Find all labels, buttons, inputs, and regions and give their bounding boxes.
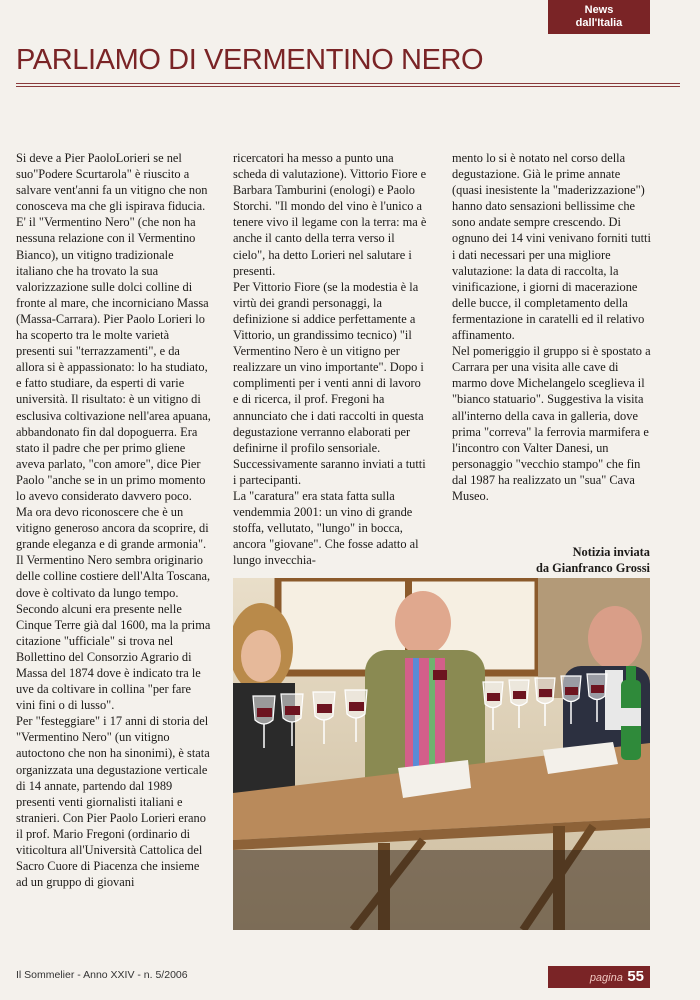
footer-page-label: pagina — [589, 972, 623, 984]
paragraph: Nel pomeriggio il gruppo si è spostato a Carrara per una visita alle cave di marmo dove Michelangelo sceglieva il "bianco statuario". Suggestiva la visita all'interno della cava in galleria, dove prima "correva" la ferrovia marmifera e l'incontro con Valter Danesi, un personaggio "vecchio stampo" che fin dal 1987 ha realizzato un "sua" Cava Museo. — [452, 344, 651, 503]
section-badge-line1: News — [584, 4, 614, 16]
paragraph: Per "festeggiare" i 17 anni di storia del "Vermentino Nero" (un vitigno autoctono che non ha sinonimi), è stata organizzata una degustazione verticale di 14 annate, partendo dal 1989 presenti venti giornalisti italiani e stranieri. Con Pier Paolo Lorieri erano il prof. Mario Fregoni (ordinario di viticoltura all'Università Cattolica del Sacro Cuore di Piacenza che insieme ad un gruppo di giovani — [16, 714, 210, 890]
footer-page — [548, 966, 650, 988]
tasting-photo — [233, 578, 650, 930]
article-column-1 — [16, 150, 211, 890]
paragraph: Si deve a Pier PaoloLorieri se nel suo"Podere Scurtarola" è riuscito a salvare vent'anni fa un vitigno che non conosceva ma che gli ispirava fiducia. E' il "Vermentino Nero" (che non ha nessuna relazione con il Vermentino Bianco), un vitigno tradizionale italiano che ha trovato la sua valorizzazione sulle dolci colline di fronte al mare, che incorniciano Massa (Massa-Carrara). Pier Paolo Lorieri lo ha scoperto tra le molte varietà presenti sui "terrazzamenti", e da allora si è appassionato: lo ha studiato, e fatto studiare, da esperti di varie università. Il risultato: è un vitigno di esclusiva coltivazione nell'area apuana, abbandonato fin dal dopoguerra. Era stato il padre che per primo gliene aveva parlato, "con amore", dice Pier Paolo "anche se in un primo momento lo avevo considerato davvero poco. Ma ora devo riconoscere che è un vitigno generoso ancora da scoprire, di grande eleganza e di grande armonia". — [16, 151, 211, 552]
section-badge-line2: dall'Italia — [575, 17, 623, 29]
footer-publication: Il Sommelier - Anno XXIV - n. 5/2006 — [16, 969, 188, 981]
paragraph: mento lo si è notato nel corso della degustazione. Già le prime annate (quasi inesistente la "maderizzazione") hanno dato sensazioni bellissime che sono andate sempre crescendo. Di ognuno dei 14 vini venivano forniti tutti i dati necessari per una migliore valutazione: la data di raccolta, la vinificazione, i giorni di macerazione delle bucce, il completamento della fermentazione in caratelli ed il relativo affinamento. — [452, 151, 651, 343]
paragraph: Il Vermentino Nero sembra originario delle colline costiere dell'Alta Toscana, dove è coltivato da lungo tempo. Secondo alcuni era presente nelle Cinque Terre già dal 1600, ma la prima citazione "ufficiale" si trova nel Bollettino del Consorzio Agrario di Massa del 1874 dove è indicato tra le uve da coltivare in collina "per fare vini fini o di lusso". — [16, 553, 211, 713]
paragraph: Per Vittorio Fiore (se la modestia è la virtù dei grandi personaggi, la definizione si addice perfettamente a Vittorio, un grandissimo tecnico) "il Vermentino Nero è un vitigno per realizzare un vino importante". Dopo i complimenti per i venti anni di lavoro e di ricerca, il prof. Fregoni ha annunciato che i dati raccolti in questa degustazione verranno elaborati per definirne il profilo sensoriale. Successivamente saranno inviati a tutti i partecipanti. — [233, 279, 426, 487]
footer-page-number: 55 — [627, 968, 644, 985]
article-column-3 — [452, 150, 652, 504]
signature-author: da Gianfranco Grossi — [535, 561, 650, 575]
paragraph: La "caratura" era stata fatta sulla vendemmia 2001: un vino di grande stoffa, vellutato, "lungo" in bocca, ancora "giovane". Che fosse adatto al lungo invecchia- — [233, 488, 419, 568]
article-signature — [460, 544, 650, 576]
paragraph: ricercatori ha messo a punto una scheda di valutazione). Vittorio Fiore e Barbara Tamburini (enologi) e Paolo Storchi. "Il mondo del vino è l'unico a tenere vivo il legame con la terra: ma è anche il canto della terra verso il cielo", ha detto Lorieri nel salutare i presenti. — [233, 151, 427, 278]
tasting-photo-illustration — [233, 578, 650, 930]
section-badge — [548, 0, 650, 34]
title-rule-bottom — [16, 86, 680, 87]
article-column-2 — [233, 150, 428, 568]
signature-line1: Notizia inviata — [572, 545, 650, 559]
article-title: PARLIAMO DI VERMENTINO NERO — [16, 44, 484, 76]
title-rule-top — [16, 83, 680, 84]
